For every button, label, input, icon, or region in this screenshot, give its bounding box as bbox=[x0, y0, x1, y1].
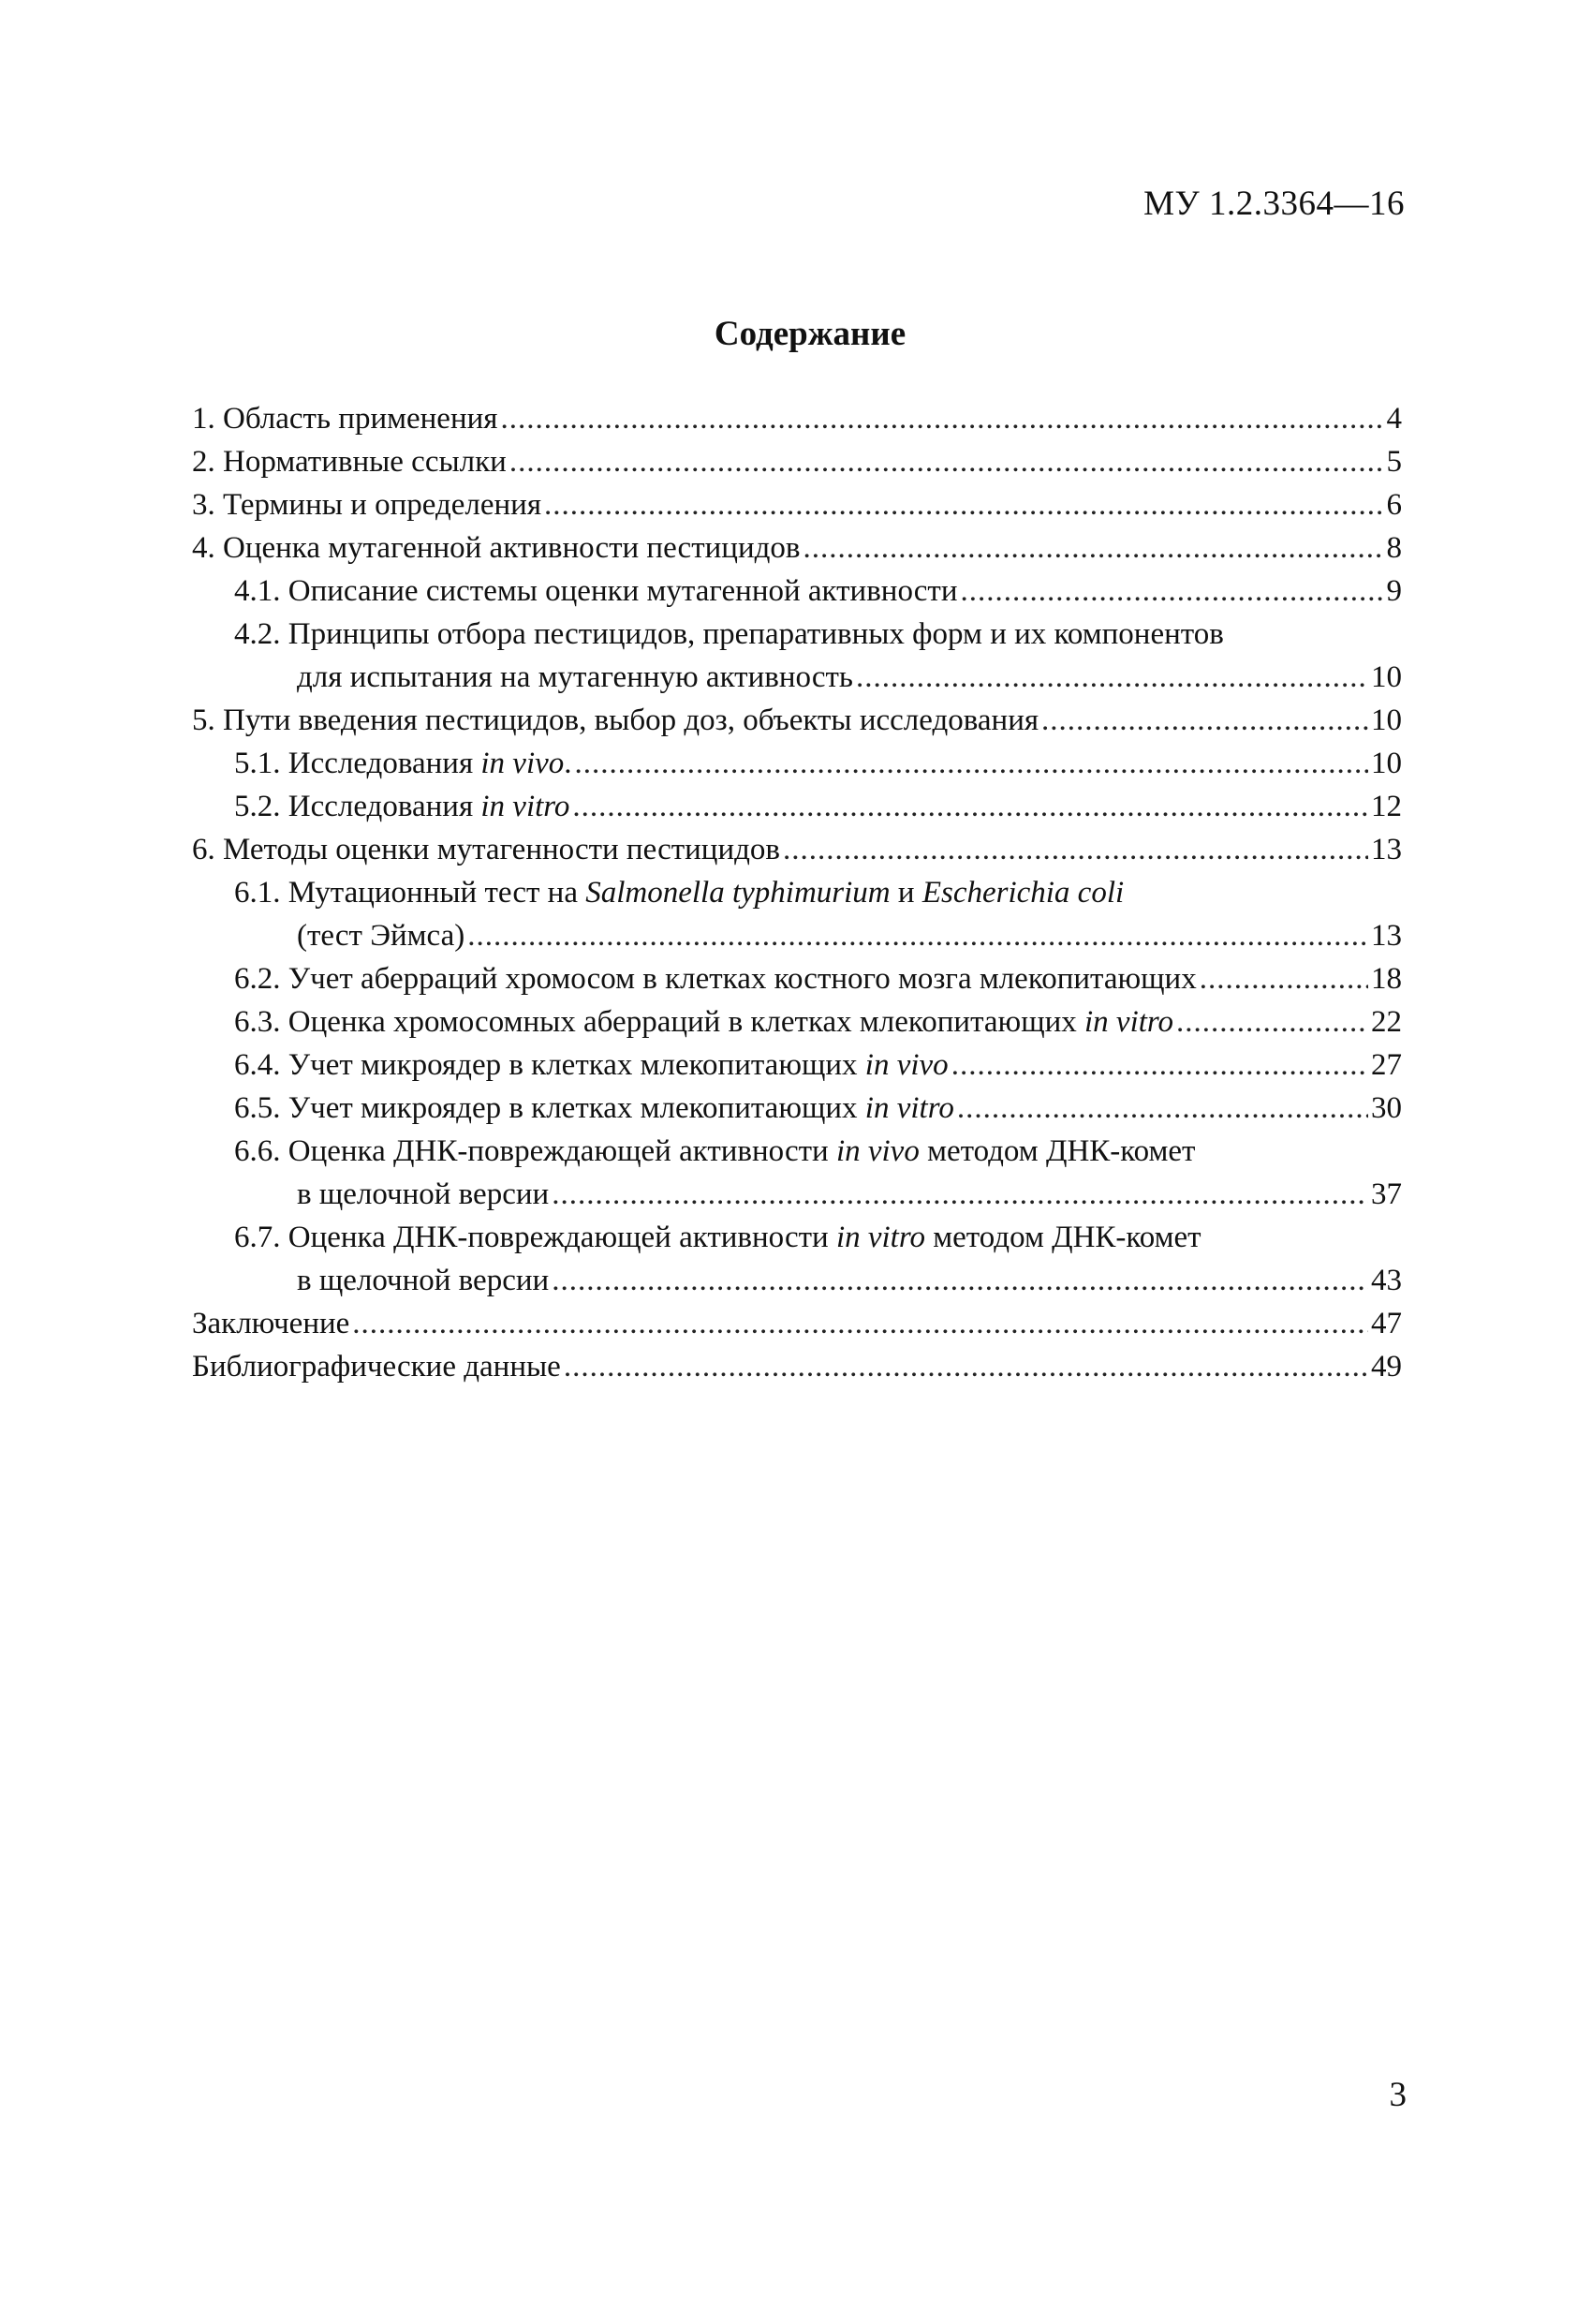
dot-leader bbox=[783, 828, 1368, 871]
dot-leader bbox=[500, 397, 1382, 440]
table-of-contents bbox=[192, 397, 1402, 1388]
toc-entry-page: 37 bbox=[1371, 1177, 1402, 1211]
toc-entry[interactable] bbox=[192, 957, 1402, 1000]
dot-leader bbox=[552, 1259, 1368, 1302]
toc-entry[interactable] bbox=[192, 742, 1402, 785]
toc-entry[interactable] bbox=[192, 785, 1402, 828]
dot-leader bbox=[575, 742, 1368, 785]
toc-entry[interactable] bbox=[192, 440, 1402, 483]
toc-entry-title: 6.4. Учет микроядер в клетках млекопитающих in vivo bbox=[234, 1048, 949, 1082]
dot-leader bbox=[1041, 699, 1368, 742]
dot-leader bbox=[957, 1087, 1368, 1130]
toc-entry-page: 13 bbox=[1371, 833, 1402, 866]
toc-entry-page: 47 bbox=[1371, 1307, 1402, 1340]
toc-entry-page: 10 bbox=[1371, 660, 1402, 694]
dot-leader bbox=[544, 483, 1382, 526]
toc-entry[interactable] bbox=[192, 1216, 1402, 1302]
toc-entry[interactable] bbox=[192, 1044, 1402, 1087]
dot-leader bbox=[572, 785, 1368, 828]
toc-entry-title: 5.1. Исследования in vivo. bbox=[234, 747, 572, 780]
toc-entry-title-line: 6.6. Оценка ДНК-повреждающей активности in vivo методом ДНК-комет bbox=[234, 1134, 1196, 1168]
toc-entry[interactable] bbox=[192, 1000, 1402, 1044]
toc-entry-page: 10 bbox=[1371, 703, 1402, 737]
toc-entry-title: 3. Термины и определения bbox=[192, 488, 542, 522]
dot-leader bbox=[564, 1345, 1368, 1388]
toc-entry-title: 5.2. Исследования in vitro bbox=[234, 790, 570, 823]
toc-entry-page: 27 bbox=[1371, 1048, 1402, 1082]
dot-leader bbox=[1200, 957, 1368, 1000]
dot-leader bbox=[552, 1173, 1368, 1216]
toc-entry-title: 5. Пути введения пестицидов, выбор доз, объекты исследования bbox=[192, 703, 1039, 737]
toc-entry-title: 2. Нормативные ссылки bbox=[192, 445, 507, 479]
toc-entry-title: Заключение bbox=[192, 1307, 350, 1340]
toc-entry[interactable] bbox=[192, 1130, 1402, 1216]
toc-entry-page: 4 bbox=[1386, 402, 1402, 436]
toc-entry[interactable] bbox=[192, 526, 1402, 570]
dot-leader bbox=[467, 914, 1368, 957]
toc-entry[interactable] bbox=[192, 699, 1402, 742]
toc-entry-title: 6.3. Оценка хромосомных аберраций в клетках млекопитающих in vitro bbox=[234, 1005, 1174, 1039]
dot-leader bbox=[509, 440, 1382, 483]
toc-entry-title: 6.2. Учет аберраций хромосом в клетках костного мозга млекопитающих bbox=[234, 962, 1197, 996]
toc-entry-title: (тест Эймса) bbox=[297, 919, 465, 953]
toc-entry-title-line: 6.1. Мутационный тест на Salmonella typhimurium и Escherichia coli bbox=[234, 876, 1125, 910]
toc-entry[interactable] bbox=[192, 397, 1402, 440]
toc-entry[interactable] bbox=[192, 1345, 1402, 1388]
toc-entry-title: 4.1. Описание системы оценки мутагенной активности bbox=[234, 574, 958, 608]
dot-leader bbox=[856, 656, 1368, 699]
toc-entry-page: 10 bbox=[1371, 747, 1402, 780]
dot-leader bbox=[961, 570, 1382, 613]
toc-entry-page: 43 bbox=[1371, 1264, 1402, 1297]
document-code: МУ 1.2.3364—16 bbox=[1143, 185, 1405, 223]
toc-entry-title: 6. Методы оценки мутагенности пестицидов bbox=[192, 833, 780, 866]
toc-entry-title-line: 6.7. Оценка ДНК-повреждающей активности in vitro методом ДНК-комет bbox=[234, 1221, 1201, 1254]
toc-entry-page: 5 bbox=[1386, 445, 1402, 479]
toc-entry-page: 12 bbox=[1371, 790, 1402, 823]
toc-entry-page: 8 bbox=[1386, 531, 1402, 565]
dot-leader bbox=[951, 1044, 1368, 1087]
page-title: Содержание bbox=[714, 315, 907, 353]
toc-entry-page: 22 bbox=[1371, 1005, 1402, 1039]
toc-entry-title: 1. Область применения bbox=[192, 402, 498, 436]
toc-entry-page: 6 bbox=[1386, 488, 1402, 522]
toc-entry[interactable] bbox=[192, 570, 1402, 613]
toc-entry-title: в щелочной версии bbox=[297, 1264, 550, 1297]
toc-entry-title: 4. Оценка мутагенной активности пестицидов bbox=[192, 531, 801, 565]
toc-entry[interactable] bbox=[192, 1302, 1402, 1345]
toc-entry[interactable] bbox=[192, 828, 1402, 871]
dot-leader bbox=[352, 1302, 1368, 1345]
toc-entry-title: в щелочной версии bbox=[297, 1177, 550, 1211]
dot-leader bbox=[803, 526, 1382, 570]
toc-entry-page: 49 bbox=[1371, 1350, 1402, 1384]
toc-entry[interactable] bbox=[192, 1087, 1402, 1130]
toc-entry-title: 6.5. Учет микроядер в клетках млекопитающих in vitro bbox=[234, 1091, 954, 1125]
toc-entry-page: 9 bbox=[1386, 574, 1402, 608]
toc-entry-page: 30 bbox=[1371, 1091, 1402, 1125]
dot-leader bbox=[1176, 1000, 1368, 1044]
toc-entry-page: 18 bbox=[1371, 962, 1402, 996]
toc-entry-title-line: 4.2. Принципы отбора пестицидов, препаративных форм и их компонентов bbox=[234, 617, 1224, 651]
toc-entry-title: Библиографические данные bbox=[192, 1350, 561, 1384]
toc-entry[interactable] bbox=[192, 871, 1402, 957]
toc-entry-page: 13 bbox=[1371, 919, 1402, 953]
toc-entry-title: для испытания на мутагенную активность bbox=[297, 660, 853, 694]
toc-entry[interactable] bbox=[192, 613, 1402, 699]
page-number: 3 bbox=[1389, 2076, 1407, 2114]
toc-entry[interactable] bbox=[192, 483, 1402, 526]
